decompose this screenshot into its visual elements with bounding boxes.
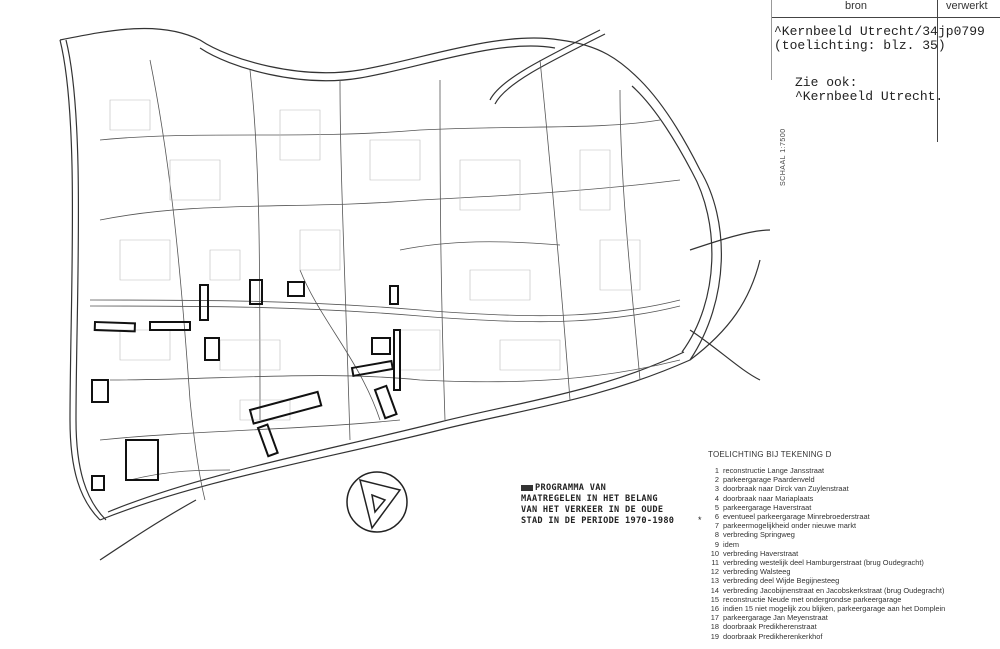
legend-item-number: 17 bbox=[710, 613, 719, 623]
legend-item-number: 9 bbox=[714, 539, 719, 549]
legend-item-number: 15 bbox=[710, 594, 719, 604]
asterisk-marker: * bbox=[698, 515, 702, 525]
legend-item-number: 4 bbox=[714, 493, 719, 503]
legend-item-number: 6 bbox=[714, 512, 719, 522]
title-marker-icon bbox=[521, 485, 533, 491]
legend-item bbox=[708, 604, 990, 613]
north-arrow-icon bbox=[347, 472, 407, 532]
legend-item-number: 1 bbox=[714, 466, 719, 475]
legend-item-number: 2 bbox=[714, 475, 719, 485]
ring-roads bbox=[60, 28, 770, 560]
legend-item-text: eventueel parkeergarage Minrebroederstraat bbox=[723, 512, 870, 522]
legend-list bbox=[708, 466, 990, 641]
legend-item bbox=[708, 632, 990, 641]
legend-item bbox=[708, 521, 990, 530]
document-code: jp0799 bbox=[938, 24, 985, 39]
map-title-line: MAATREGELEN IN HET BELANG bbox=[521, 494, 658, 504]
legend-item-text: reconstructie Lange Jansstraat bbox=[723, 466, 825, 475]
legend-item bbox=[708, 622, 990, 631]
legend-item-text: parkeermogelijkheid onder nieuwe markt bbox=[723, 521, 857, 531]
see-also-ref: ^Kernbeeld Utrecht. bbox=[795, 89, 944, 104]
legend-item-number: 5 bbox=[714, 502, 719, 512]
source-line-1: ^Kernbeeld Utrecht/34 bbox=[774, 24, 938, 39]
legend-item-number: 7 bbox=[714, 521, 719, 531]
streets bbox=[90, 60, 680, 500]
map-title-line: PROGRAMMA VAN bbox=[535, 483, 607, 493]
legend-item-text: doorbraak naar Dirck van Zuylenstraat bbox=[723, 484, 849, 494]
legend-item-number: 18 bbox=[710, 622, 719, 632]
legend-item-text: verbreding westelijk deel Hamburgerstraat (brug Oudegracht) bbox=[723, 558, 924, 568]
legend-item-number: 19 bbox=[710, 631, 719, 641]
legend-title: TOELICHTING BIJ TEKENING D bbox=[708, 450, 832, 459]
header-divider bbox=[937, 0, 938, 142]
header-left-border bbox=[771, 0, 772, 80]
legend-item-text: verbreding Walsteeg bbox=[723, 567, 791, 577]
map-title bbox=[521, 483, 674, 527]
legend-item-text: idem bbox=[723, 539, 740, 549]
map-title-line: STAD IN DE PERIODE 1970-1980 bbox=[521, 516, 675, 526]
legend-item bbox=[708, 586, 990, 595]
map-scale: SCHAAL 1:7500 bbox=[780, 128, 787, 186]
legend-item-number: 13 bbox=[710, 576, 719, 586]
legend-item bbox=[708, 595, 990, 604]
legend-item-text: parkeergarage Jan Meyenstraat bbox=[723, 613, 828, 623]
legend-item bbox=[708, 530, 990, 539]
legend-item-text: verbreding Haverstraat bbox=[723, 548, 799, 558]
map-title-line: VAN HET VERKEER IN DE OUDE bbox=[521, 505, 664, 515]
legend-item-number: 16 bbox=[710, 604, 719, 614]
see-also-label: Zie ook: bbox=[795, 75, 858, 90]
legend-item bbox=[708, 567, 990, 576]
legend-item-number: 3 bbox=[714, 484, 719, 494]
legend-item-text: parkeergarage Paardenveld bbox=[723, 475, 815, 485]
legend-item bbox=[708, 475, 990, 484]
legend-item-number: 11 bbox=[711, 558, 719, 568]
legend-item-number: 8 bbox=[714, 530, 719, 540]
header-rule bbox=[771, 17, 1000, 18]
source-line-2: (toelichting: blz. 35) bbox=[774, 38, 946, 53]
legend-item bbox=[708, 549, 990, 558]
legend-item-text: verbreding Jacobijnenstraat en Jacobskerkstraat (brug Oudegracht) bbox=[723, 585, 945, 595]
legend-item-text: verbreding Springweg bbox=[723, 530, 795, 540]
legend-item-text: parkeergarage Haverstraat bbox=[723, 502, 812, 512]
legend-item-text: doorbraak naar Mariaplaats bbox=[723, 493, 814, 503]
column-verwerkt: verwerkt bbox=[946, 0, 988, 12]
legend-item-number: 12 bbox=[710, 567, 719, 577]
legend-item bbox=[708, 494, 990, 503]
legend-item bbox=[708, 503, 990, 512]
legend-item bbox=[708, 466, 990, 475]
legend-item bbox=[708, 613, 990, 622]
legend-item bbox=[708, 512, 990, 521]
legend-item-text: reconstructie Neude met ondergrondse parkeergarage bbox=[723, 594, 902, 604]
legend-item bbox=[708, 558, 990, 567]
legend-item-text: doorbraak Predikherenkerkhof bbox=[723, 631, 823, 641]
legend-item bbox=[708, 576, 990, 585]
column-bron: bron bbox=[845, 0, 868, 12]
legend-item-number: 10 bbox=[710, 548, 719, 558]
legend-item-text: doorbraak Predikherenstraat bbox=[723, 622, 817, 632]
legend-item bbox=[708, 484, 990, 493]
legend bbox=[708, 450, 990, 641]
legend-item-number: 14 bbox=[710, 585, 719, 595]
legend-item-text: indien 15 niet mogelijk zou blijken, parkeergarage aan het Domplein bbox=[723, 604, 946, 614]
legend-item bbox=[708, 540, 990, 549]
legend-item-text: verbreding deel Wijde Begijnesteeg bbox=[723, 576, 840, 586]
